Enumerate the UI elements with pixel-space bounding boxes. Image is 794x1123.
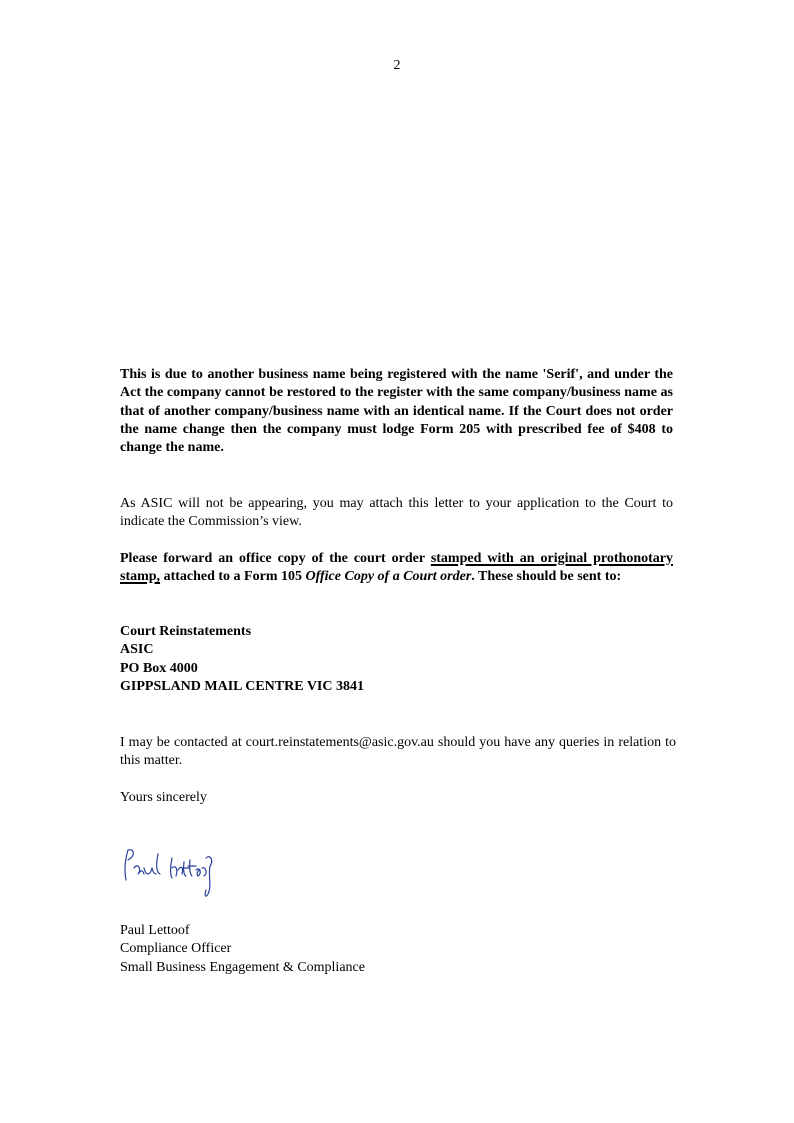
address-line-3: PO Box 4000 <box>120 660 198 676</box>
paragraph-forward-instructions <box>120 550 673 587</box>
mailing-address <box>120 623 673 696</box>
paragraph-3-part2: attached to a Form 105 <box>160 569 306 585</box>
address-line-4: GIPPSLAND MAIL CENTRE VIC 3841 <box>120 678 364 694</box>
paragraph-3-part3: . These should be sent to: <box>471 569 622 585</box>
signatory-title: Compliance Officer <box>120 941 232 957</box>
paragraph-name-restriction <box>120 366 673 457</box>
paragraph-3-text <box>120 550 673 587</box>
address-line-1: Court Reinstatements <box>120 624 252 639</box>
closing-text: Yours sincerely <box>120 790 207 805</box>
closing <box>120 789 207 807</box>
paragraph-3-underlined: stamped with an original prothonotary stamp, <box>120 551 673 585</box>
page-number: 2 <box>393 58 401 73</box>
paragraph-asic-view <box>120 495 673 532</box>
address-line-2: ASIC <box>120 642 154 658</box>
paragraph-4-text: I may be contacted at court.reinstatements@asic.gov.au should you have any queries in relation to this matter. <box>120 735 676 769</box>
paragraph-3-italic: Office Copy of a Court order <box>305 569 472 585</box>
handwritten-signature <box>120 840 220 910</box>
signatory-block <box>120 922 365 977</box>
paragraph-1-text: This is due to another business name being registered with the name 'Serif', and under the Act the company cannot be restored to the register with the same company/business name as that of another company/business name with an identical name. If the Court does not order the name change then the company must lodge Form 205 with prescribed fee of $408 to change the name. <box>120 367 673 456</box>
paragraph-contact <box>120 734 676 771</box>
signatory-department: Small Business Engagement & Compliance <box>120 959 365 975</box>
paragraph-2-text: As ASIC will not be appearing, you may attach this letter to your application to the Court to indicate the Commission’s view. <box>120 496 673 530</box>
paragraph-3-part1: Please forward an office copy of the court order <box>120 551 431 566</box>
signatory-name: Paul Lettoof <box>120 923 190 938</box>
